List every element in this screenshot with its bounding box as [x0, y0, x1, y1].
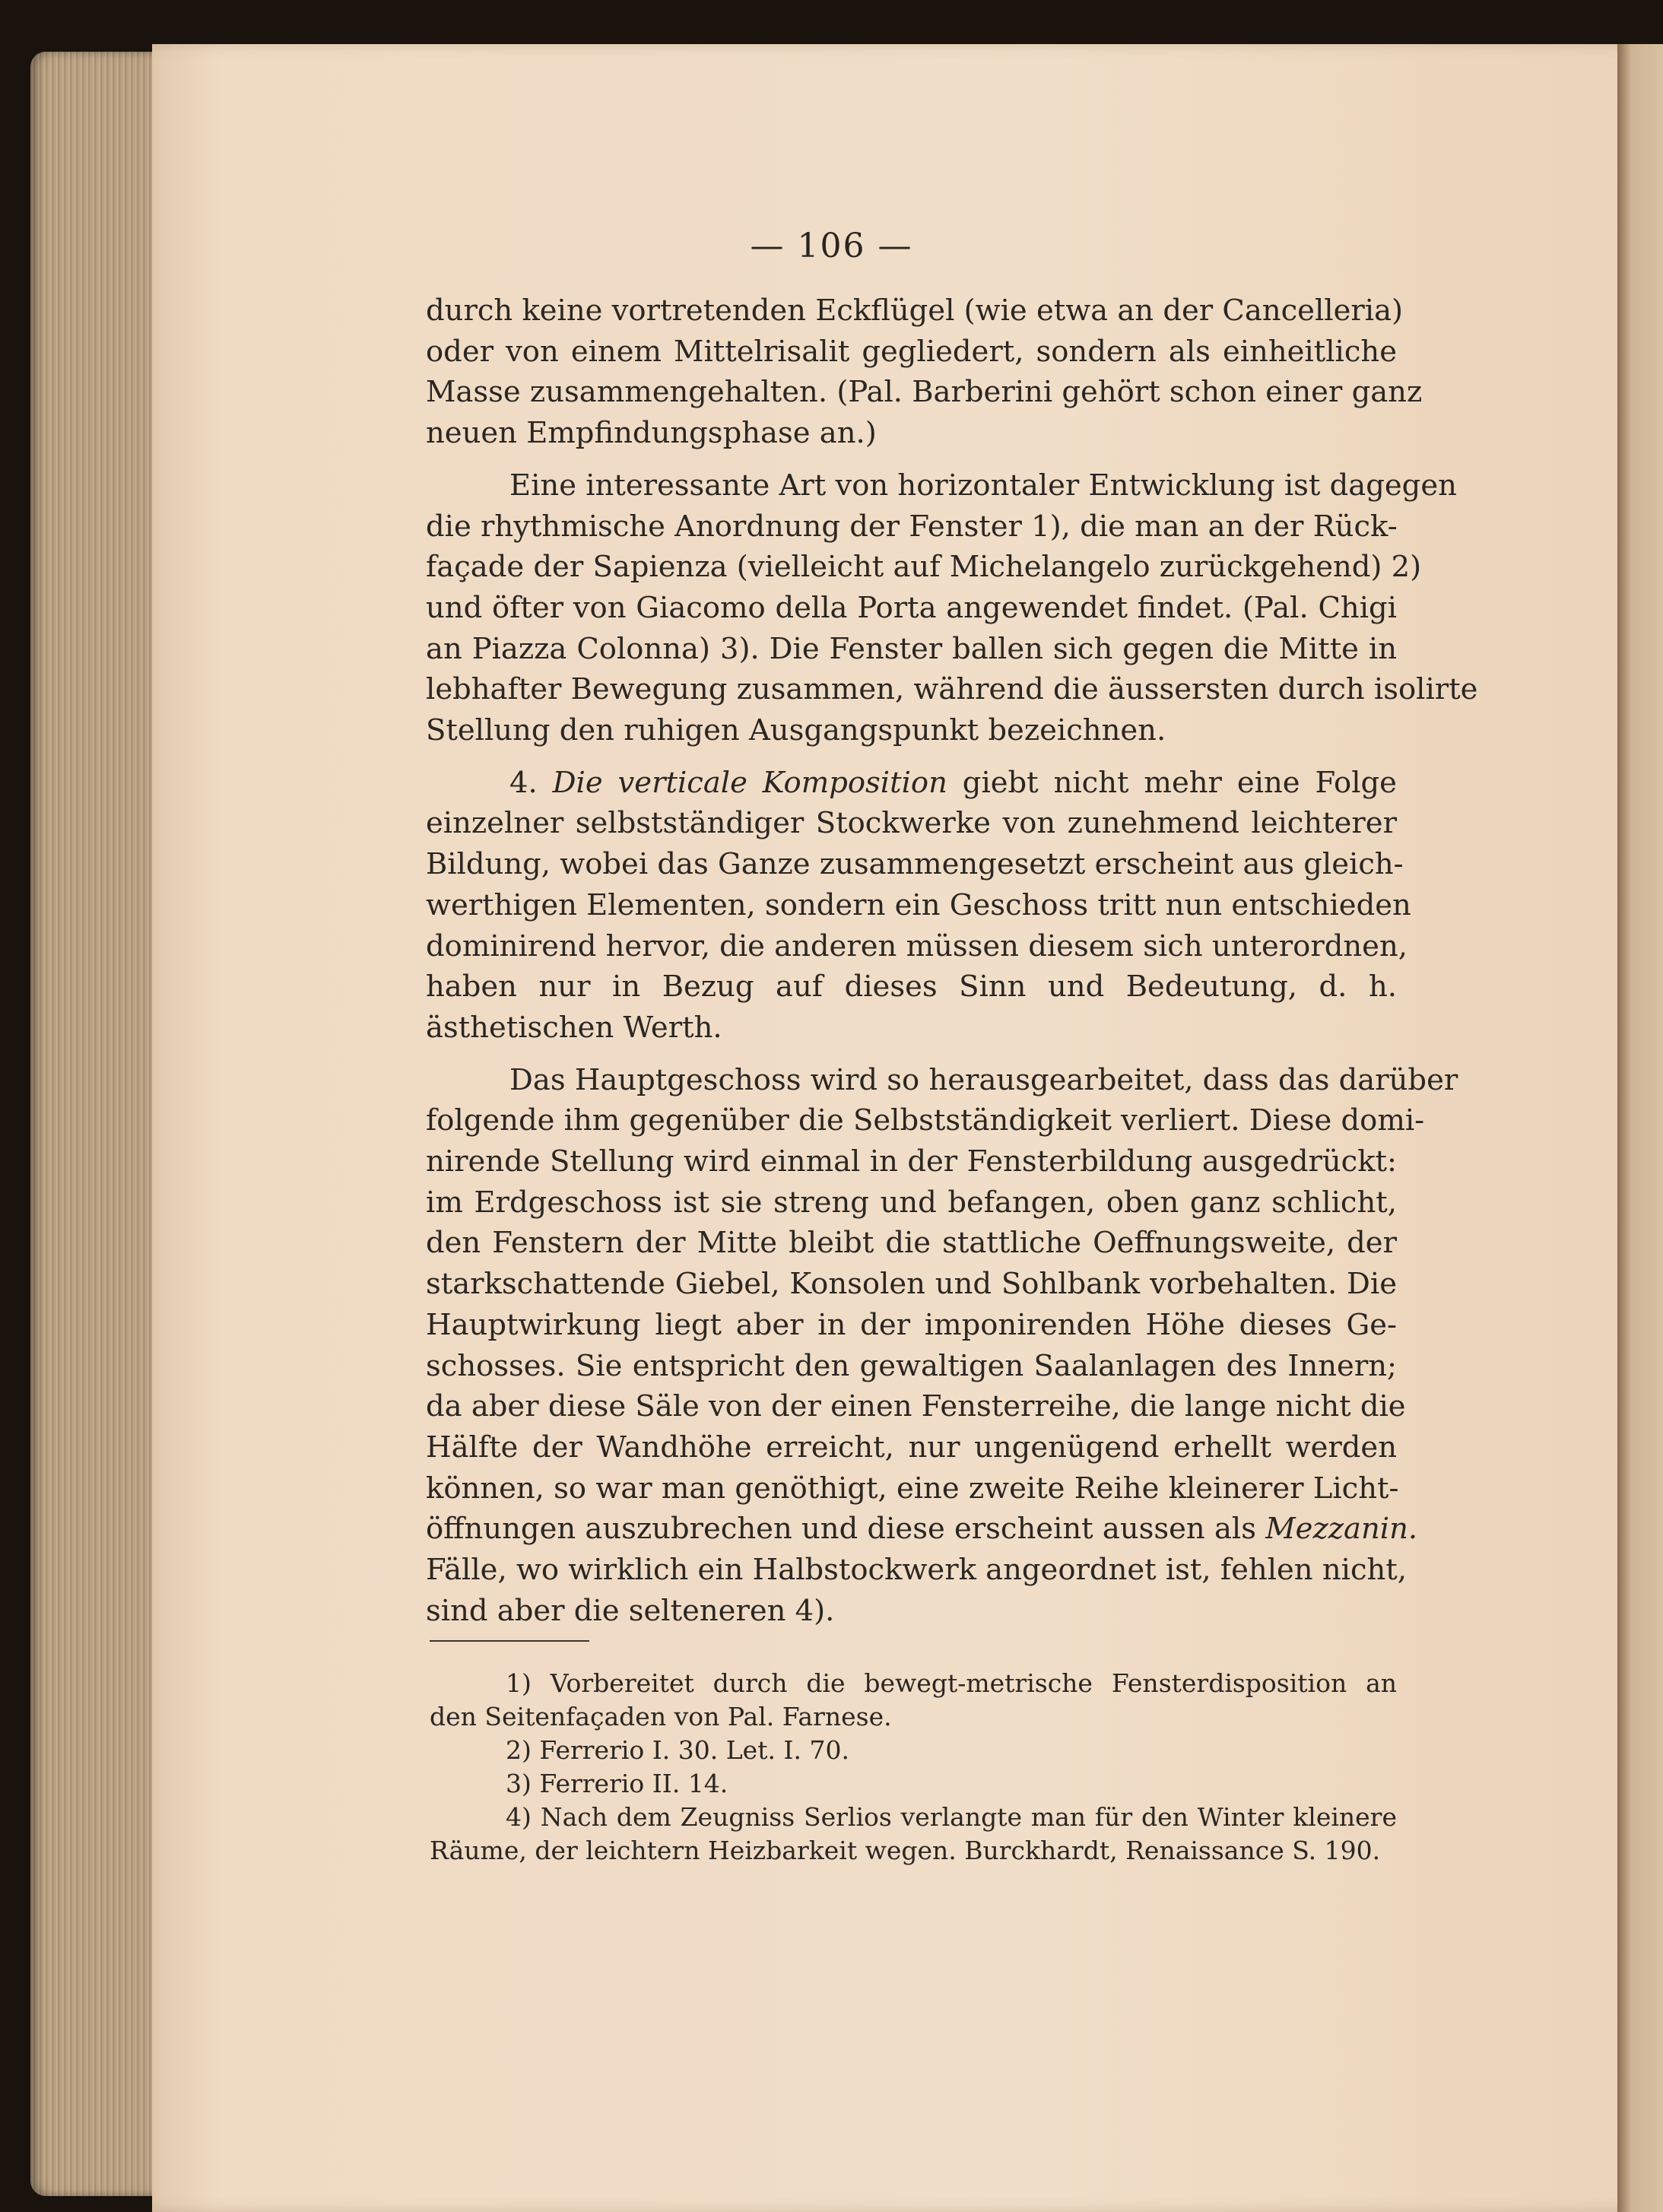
footnote	[430, 1767, 1397, 1801]
text-line: nirende Stellung wird einmal in der Fensterbildung ausgedrückt:	[426, 1144, 1397, 1179]
text-line	[426, 1509, 1418, 1550]
footnotes	[430, 1667, 1397, 1868]
footnote-marker: 1)	[506, 1668, 532, 1698]
footnote-line: den Seitenfaçaden von Pal. Farnese.	[430, 1702, 892, 1731]
text-line: einzelner selbstständiger Stockwerke von zunehmend leichterer	[426, 806, 1397, 841]
italic-term: Mezzanin.	[1265, 1512, 1418, 1547]
footnote-text: Nach dem Zeugniss Serlios verlangte man für den Winter kleinere	[540, 1802, 1397, 1832]
text-line: neuen Empfindungsphase an.)	[426, 416, 877, 451]
text-fragment: giebt nicht mehr eine Folge	[962, 765, 1397, 800]
footnote	[430, 1801, 1397, 1868]
section-number: 4.	[509, 765, 538, 800]
paragraph	[426, 1060, 1458, 1632]
text-line	[426, 763, 1397, 804]
text-line: façade der Sapienza (vielleicht auf Michelangelo zurückgehend) 2)	[426, 550, 1422, 585]
footnote-line	[430, 1667, 1397, 1700]
text-line: folgende ihm gegenüber die Selbstständigkeit verliert. Diese domi-	[426, 1103, 1425, 1138]
section-heading: Die verticale Komposition	[552, 765, 947, 800]
text-line: werthigen Elementen, sondern ein Geschoss tritt nun entschieden	[426, 887, 1411, 922]
text-line: Fälle, wo wirklich ein Halbstockwerk angeordnet ist, fehlen nicht,	[426, 1553, 1408, 1588]
paragraph	[426, 465, 1478, 751]
text-line: Stellung den ruhigen Ausgangspunkt bezeichnen.	[426, 713, 1166, 748]
text-line: können, so war man genöthigt, eine zweite Reihe kleinerer Licht-	[426, 1471, 1399, 1506]
body-text	[426, 290, 1478, 1632]
text-line: haben nur in Bezug auf dieses Sinn und Bedeutung, d. h.	[426, 970, 1397, 1004]
text-line: schosses. Sie entspricht den gewaltigen Saalanlagen des Innern;	[426, 1348, 1397, 1383]
text-line: Hauptwirkung liegt aber in der imponirenden Höhe dieses Ge-	[426, 1307, 1397, 1342]
text-line: durch keine vortretenden Eckflügel (wie etwa an der Cancelleria)	[426, 294, 1404, 328]
text-line: im Erdgeschoss ist sie streng und befangen, oben ganz schlicht,	[426, 1185, 1397, 1220]
page-edges	[30, 52, 163, 2196]
text-line: an Piazza Colonna) 3). Die Fenster ballen sich gegen die Mitte in	[426, 631, 1397, 666]
text-line: dominirend hervor, die anderen müssen diesem sich unterordnen,	[426, 928, 1408, 963]
footnote-text: Ferrerio II. 14.	[539, 1769, 728, 1798]
text-line: Bildung, wobei das Ganze zusammengesetzt erscheint aus gleich-	[426, 847, 1404, 882]
text-line: Das Hauptgeschoss wird so herausgearbeitet, dass das darüber	[509, 1062, 1458, 1097]
text-line: den Fenstern der Mitte bleibt die stattliche Oeffnungsweite, der	[426, 1226, 1397, 1261]
text-line: sind aber die selteneren 4).	[426, 1593, 835, 1628]
footnote	[430, 1734, 1397, 1767]
footnote-marker: 2)	[506, 1735, 532, 1765]
next-page-edge	[1617, 44, 1663, 2212]
footnote-marker: 3)	[506, 1769, 532, 1798]
text-line: ästhetischen Werth.	[426, 1010, 722, 1045]
text-line: starkschattende Giebel, Konsolen und Sohlbank vorbehalten. Die	[426, 1267, 1397, 1302]
text-line: und öfter von Giacomo della Porta angewendet findet. (Pal. Chigi	[426, 590, 1397, 625]
footnote-marker: 4)	[506, 1802, 532, 1832]
text-line: oder von einem Mittelrisalit gegliedert, sondern als einheitliche	[426, 334, 1397, 369]
footnote-line: Räume, der leichtern Heizbarkeit wegen. Burckhardt, Renaissance S. 190.	[430, 1836, 1381, 1865]
text-line: Hälfte der Wandhöhe erreicht, nur ungenügend erhellt werden	[426, 1430, 1397, 1465]
footnote	[430, 1667, 1397, 1734]
text-line: lebhafter Bewegung zusammen, während die äussersten durch isolirte	[426, 672, 1478, 707]
text-line: Masse zusammengehalten. (Pal. Barberini gehört schon einer ganz	[426, 375, 1423, 410]
footnote-line	[430, 1767, 1397, 1801]
paragraph	[426, 290, 1423, 454]
text-line: Eine interessante Art von horizontaler Entwicklung ist dagegen	[509, 468, 1457, 503]
text-line: die rhythmische Anordnung der Fenster 1), die man an der Rück-	[426, 509, 1398, 544]
footnote-divider	[430, 1640, 589, 1642]
footnote-line	[430, 1801, 1397, 1834]
footnote-text: Vorbereitet durch die bewegt-metrische Fensterdisposition an	[550, 1668, 1397, 1698]
text-fragment: öffnungen auszubrechen und diese erscheint aussen als	[426, 1512, 1256, 1547]
text-line: da aber diese Säle von der einen Fensterreihe, die lange nicht die	[426, 1389, 1406, 1424]
footnote-text: Ferrerio I. 30. Let. I. 70.	[539, 1735, 849, 1765]
page-number: — 106 —	[750, 227, 913, 265]
paragraph	[426, 763, 1411, 1049]
footnote-line	[430, 1734, 1397, 1767]
